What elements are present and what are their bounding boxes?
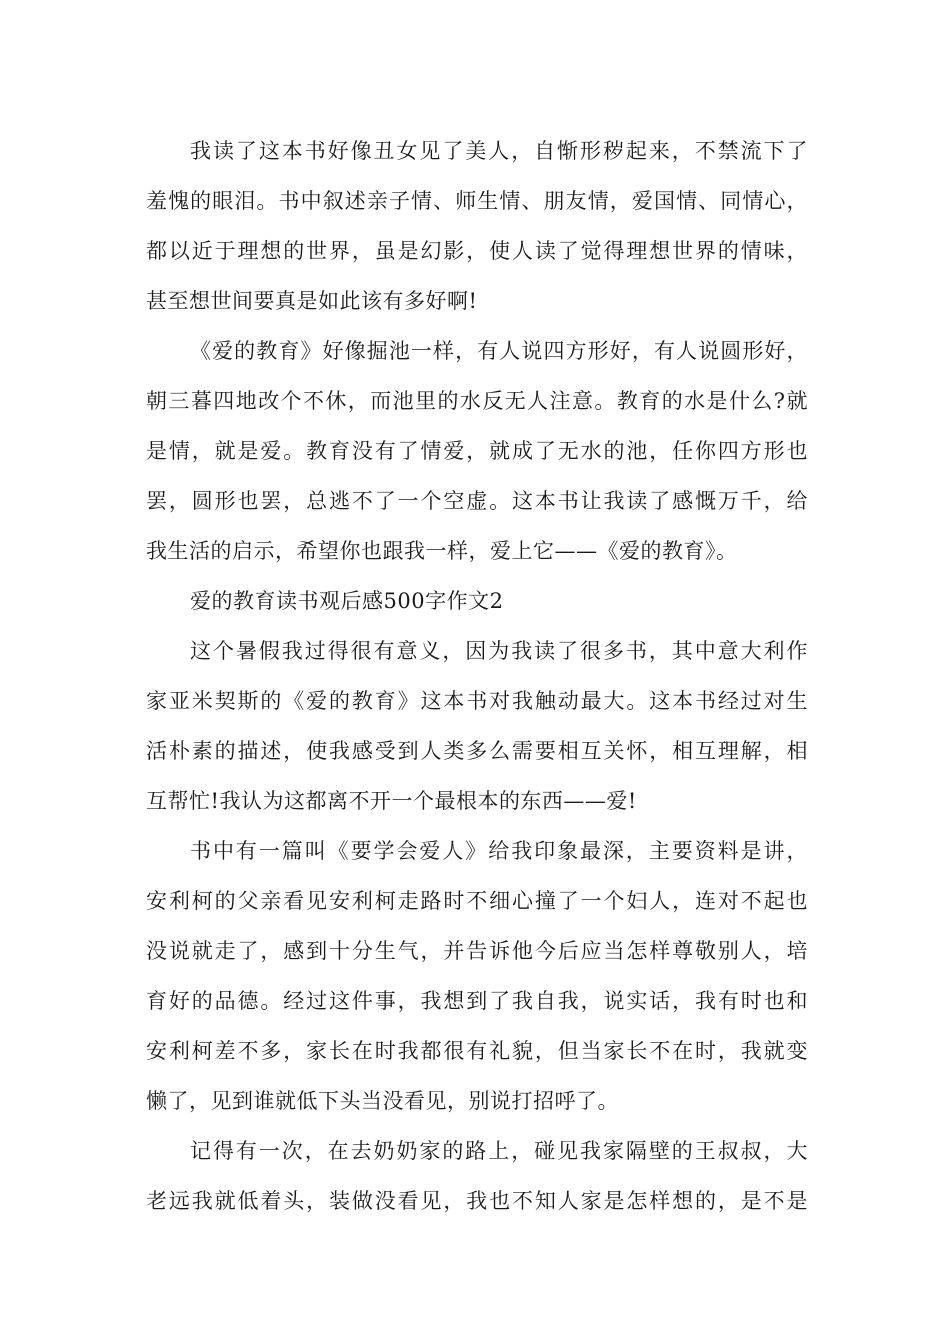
text-line: 我生活的启示，希望你也跟我一样，爱上它——《爱的教育》。: [146, 539, 738, 563]
text-line: 育好的品德。经过这件事，我想到了我自我，说实话，我有时也和: [146, 989, 808, 1013]
document-body: [146, 126, 808, 1226]
text-line: 安利柯差不多，家长在时我都很有礼貌，但当家长不在时，我就变: [146, 1039, 808, 1063]
text-line: 朝三暮四地改个不休，而池里的水反无人注意。教育的水是什么?就: [146, 389, 808, 413]
text-line: 活朴素的描述，使我感受到人类多么需要相互关怀，相互理解，相: [146, 739, 808, 763]
text-line: 老远我就低着头，装做没看见，我也不知人家是怎样想的，是不是: [146, 1189, 808, 1213]
paragraph-2: [146, 326, 808, 576]
text-line: 都以近于理想的世界，虽是幻影，使人读了觉得理想世界的情味，: [146, 239, 808, 263]
paragraph-5: [146, 1126, 808, 1226]
text-line: 家亚米契斯的《爱的教育》这本书对我触动最大。这本书经过对生: [146, 689, 808, 713]
text-line: 互帮忙!我认为这都离不开一个最根本的东西——爱!: [146, 789, 637, 813]
text-line: 没说就走了，感到十分生气，并告诉他今后应当怎样尊敬别人，培: [146, 939, 808, 963]
text-line: 《爱的教育》好像掘池一样，有人说四方形好，有人说圆形好，: [190, 339, 808, 363]
text-line: 懒了，见到谁就低下头当没看见，别说打招呼了。: [146, 1089, 619, 1113]
text-line: 这个暑假我过得很有意义，因为我读了很多书，其中意大利作: [190, 639, 808, 663]
text-line: 羞愧的眼泪。书中叙述亲子情、师生情、朋友情，爱国情、同情心，: [146, 189, 808, 213]
heading-line: 爱的教育读书观后感500字作文2: [190, 589, 504, 613]
text-line: 是情，就是爱。教育没有了情爱，就成了无水的池，任你四方形也: [146, 439, 808, 463]
paragraph-3: [146, 626, 808, 826]
text-line: 记得有一次，在去奶奶家的路上，碰见我家隔壁的王叔叔，大: [190, 1139, 808, 1163]
paragraph-1: [146, 126, 808, 326]
text-line: 甚至想世间要真是如此该有多好啊!: [146, 289, 478, 313]
text-line: 罢，圆形也罢，总逃不了一个空虚。这本书让我读了感慨万千，给: [146, 489, 808, 513]
text-line: 我读了这本书好像丑女见了美人，自惭形秽起来，不禁流下了: [190, 139, 808, 163]
section-heading: [146, 576, 808, 626]
text-line: 安利柯的父亲看见安利柯走路时不细心撞了一个妇人，连对不起也: [146, 889, 808, 913]
paragraph-4: [146, 826, 808, 1126]
text-line: 书中有一篇叫《要学会爱人》给我印象最深，主要资料是讲，: [190, 839, 808, 863]
